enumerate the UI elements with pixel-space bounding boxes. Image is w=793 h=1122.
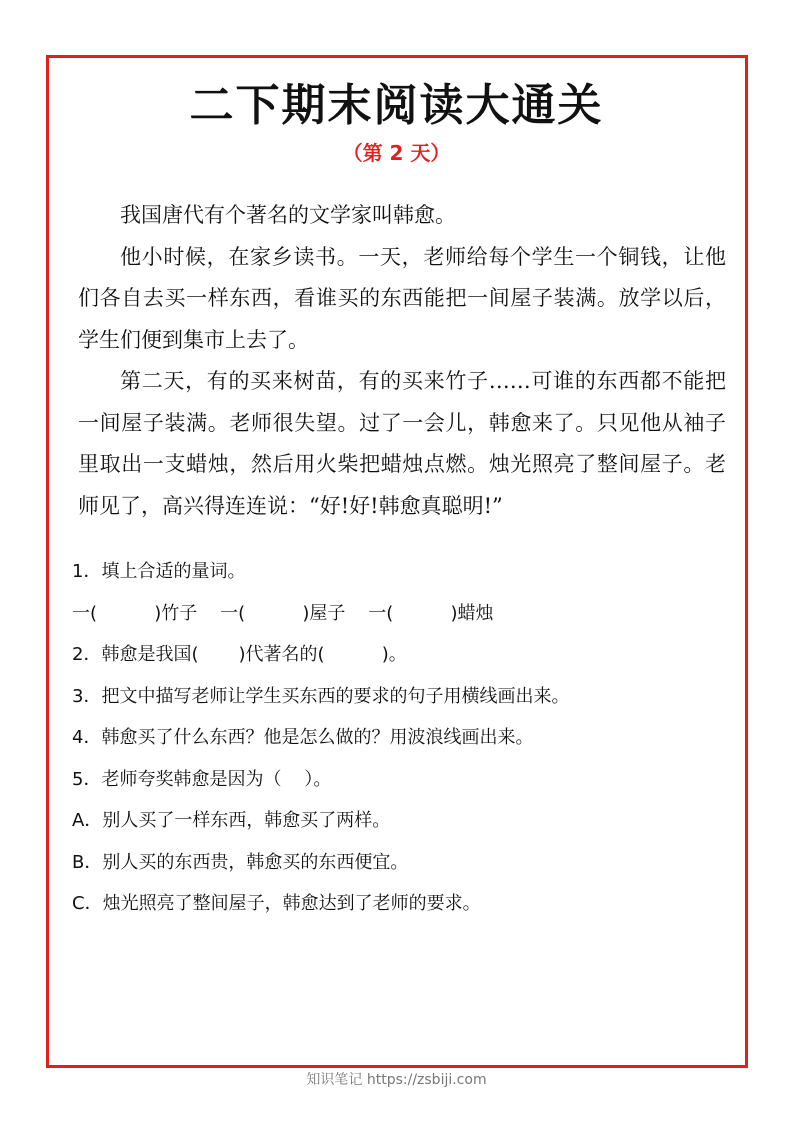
passage-paragraph: 他小时候，在家乡读书。一天，老师给每个学生一个铜钱，让他们各自去买一样东西，看谁买的东西能把一间屋子装满。放学以后，学生们便到集市上去了。 bbox=[78, 244, 726, 352]
question-1: 1．填上合适的量词。 bbox=[72, 561, 246, 582]
option-a: A．别人买了一样东西，韩愈买了两样。 bbox=[72, 810, 391, 831]
page-subtitle: （第 2 天） bbox=[342, 141, 451, 165]
question-5: 5．老师夸奖韩愈是因为（ ）。 bbox=[72, 768, 332, 790]
option-b: B．别人买的东西贵，韩愈买的东西便宜。 bbox=[72, 851, 409, 873]
question-list bbox=[72, 556, 732, 930]
reading-passage bbox=[78, 195, 726, 527]
question-1-blanks: 一( )竹子 一( )屋子 一( )蜡烛 bbox=[72, 602, 494, 624]
page-title: 二下期末阅读大通关 bbox=[189, 80, 604, 131]
question-2: 2．韩愈是我国( )代著名的( )。 bbox=[72, 644, 407, 665]
passage-paragraph: 第二天，有的买来树苗，有的买来竹子……可谁的东西都不能把一间屋子装满。老师很失望。过了一会儿，韩愈来了。只见他从袖子里取出一支蜡烛，然后用火柴把蜡烛点燃。烛光照亮了整间屋子。老师见了，高兴得连连说：“好!好!韩愈真聪明!” bbox=[78, 369, 726, 518]
passage-paragraph: 我国唐代有个著名的文学家叫韩愈。 bbox=[120, 203, 456, 227]
question-4: 4．韩愈买了什么东西？他是怎么做的？用波浪线画出来。 bbox=[72, 727, 534, 748]
footer-watermark: 知识笔记 https://zsbiji.com bbox=[306, 1072, 487, 1088]
question-3: 3．把文中描写老师让学生买东西的要求的句子用横线画出来。 bbox=[72, 685, 570, 707]
option-c: C．烛光照亮了整间屋子，韩愈达到了老师的要求。 bbox=[72, 893, 481, 914]
